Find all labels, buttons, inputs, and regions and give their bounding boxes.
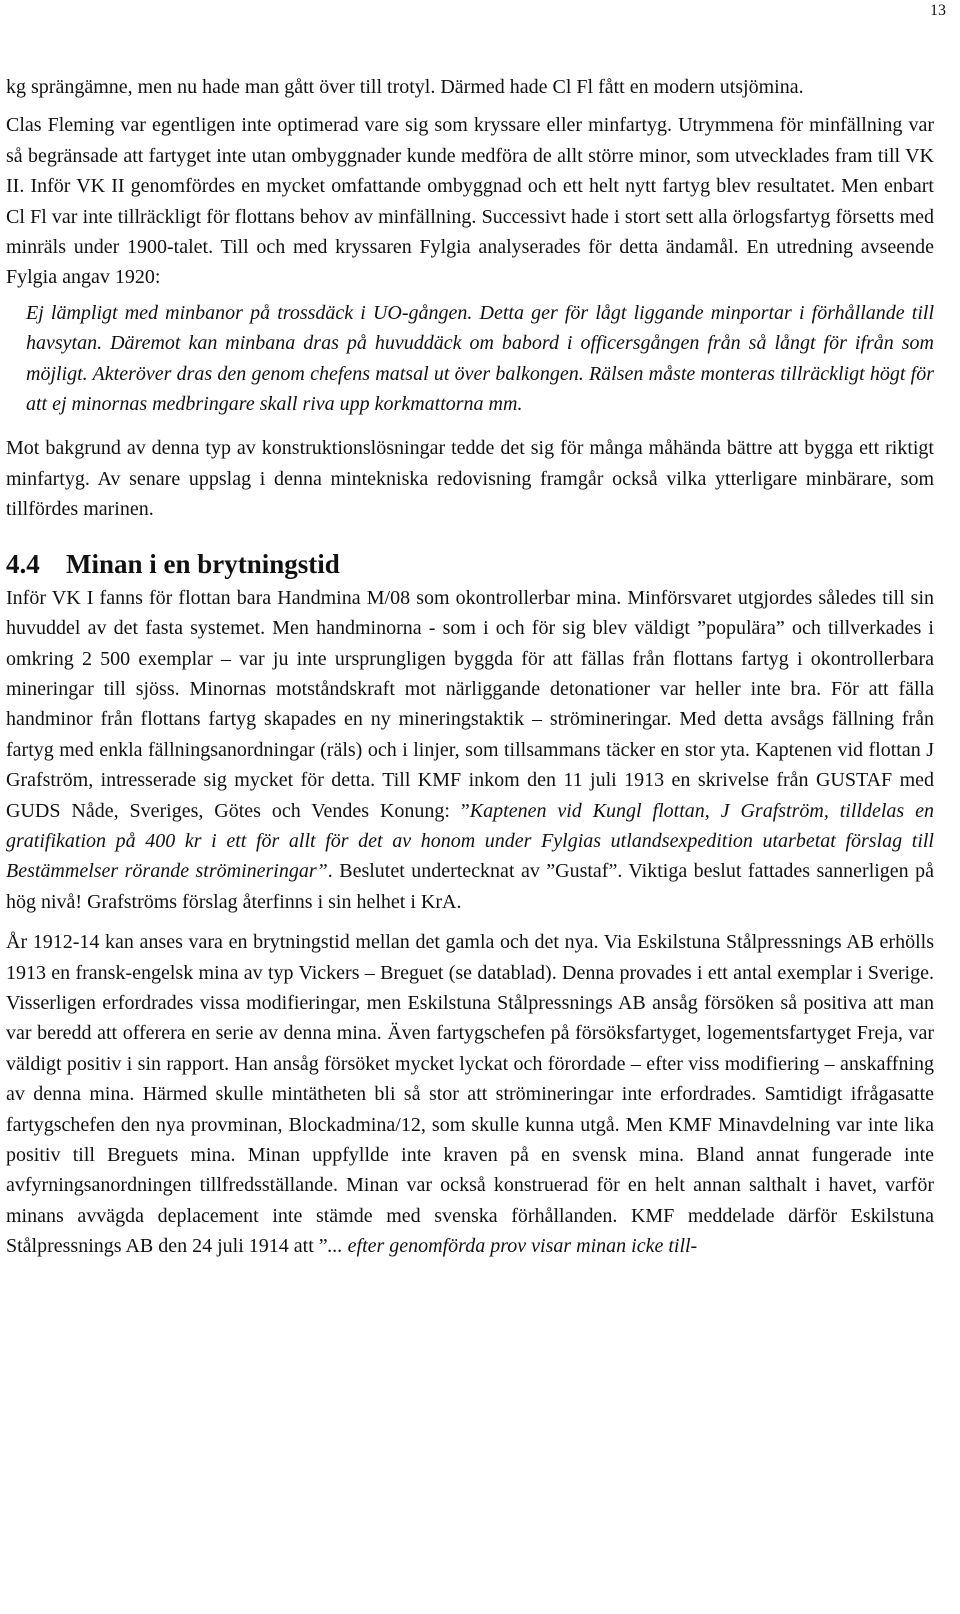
paragraph-clas-fleming: Clas Fleming var egentligen inte optimerad vare sig som kryssare eller minfartyg. Utrymmena för minfällning var så begränsade att fartyget inte utan ombyggnader kunde medföra de allt större minor, som utvecklades fram till VK II. Inför VK II genomfördes en mycket omfattande ombyggnad och ett helt nytt fartyg blev resultatet. Men enbart Cl Fl var inte tillräckligt för flottans behov av minfällning. Successivt hade i stort sett alla örlogsfartyg försetts med minräls under 1900-talet. Till och med kryssaren Fylgia analyserades för detta ändamål. En utredning avseende Fylgia angav 1920: <box>6 114 934 289</box>
paragraph-brytningstid <box>6 927 934 1261</box>
paragraph-infor-vk-i <box>6 583 934 917</box>
ar-quote: ... efter genomförda prov visar minan icke till- <box>327 1235 698 1258</box>
paragraph-trotyl: kg sprängämne, men nu hade man gått över till trotyl. Därmed hade Cl Fl fått en modern utsjömina. <box>6 76 804 98</box>
document-body <box>6 72 934 1262</box>
section-number: 4.4 <box>6 548 40 579</box>
section-title: Minan i en brytningstid <box>66 548 340 579</box>
infor-quote: Kaptenen vid Kungl flottan, J Grafström, tilldelas en gratifikation på 400 kr i ett för allt för det av honom under Fylgias utlandsexpedition utarbetat förslag till Bestämmelser rörande strömineringar” <box>6 799 934 883</box>
section-heading <box>6 547 934 581</box>
ar-text: År 1912-14 kan anses vara en brytningstid mellan det gamla och det nya. Via Eskilstuna Stålpressnings AB erhölls 1913 en fransk-engelsk mina av typ Vickers – Breguet (se datablad). Denna provades i ett antal exemplar i Sverige. Visserligen erfordrades vissa modifieringar, men Eskilstuna Stålpressnings AB ansåg försöken så positiva att man var beredd att offerera en serie av denna mina. Även fartygschefen på försöksfartyget, logementsfartyget Freja, var väldigt positiv i sin rapport. Han ansåg försöket mycket lyckat och förordade – efter viss modifiering – anskaffning av denna mina. Härmed skulle mintätheten bli så stor att strömineringar inte erfordrades. Samtidigt ifrågasatte fartygschefen den nya provminan, Blockadmina/12, som skulle kunna utgå. Men KMF Minavdelning var inte lika positiv till Breguets mina. Minan uppfyllde inte kraven på en svensk mina. Bland annat fungerade inte avfyrningsanordningen tillfredsställande. Minan var också konstruerad för en helt annan salthalt i havet, varför minans avvägda deplacement inte stämde med svenska förhållanden. KMF meddelade därför Eskilstuna Stålpressnings AB den 24 juli 1914 att ” <box>6 931 934 1258</box>
page-number: 13 <box>930 2 946 19</box>
paragraph-konstruktion: Mot bakgrund av denna typ av konstruktionslösningar tedde det sig för många måhända bättre att bygga ett riktigt minfartyg. Av senare uppslag i denna mintekniska redovisning framgår också vilka ytterligare minbärare, som tillfördes marinen. <box>6 437 934 521</box>
infor-text-1: Inför VK I fanns för flottan bara Handmina M/08 som okontrollerbar mina. Minförsvaret utgjordes således till sin huvuddel av det fasta systemet. Men handminorna - som i och för sig blev väldigt ”populära” och tillverkades i omkring 2 500 exemplar – var ju inte ursprungligen byggda för att fällas från flottans fartyg i okontrollerbara mineringar till sjöss. Minornas motståndskraft mot närliggande detonationer var heller inte bra. För att fälla handminor från flottans fartyg skapades en ny mineringstaktik – strömineringar. Med detta avsågs fällning från fartyg med enkla fällningsanordningar (räls) och i linjer, som tillsammans täcker en stor yta. Kaptenen vid flottan J Grafström, intresserade sig mycket för detta. Till KMF inkom den 11 juli 1913 en skrivelse från GUSTAF med GUDS Nåde, Sveriges, Götes och Vendes Konung: ” <box>6 586 934 822</box>
quote-fylgia: Ej lämpligt med minbanor på trossdäck i UO-gången. Detta ger för lågt liggande minportar i förhållande till havsytan. Däremot kan minbana dras på huvuddäck om babord i officersgången från så långt för ifrån som möjligt. Akteröver dras den genom chefens matsal ut över balkongen. Rälsen måste monteras tillräckligt högt för att ej minornas medbringare skall riva upp korkmattorna mm. <box>26 301 934 416</box>
infor-text-2: . Beslutet undertecknat av ”Gustaf”. Viktiga beslut fattades sannerligen på hög nivå! Grafströms förslag återfinns i sin helhet i KrA. <box>6 860 935 913</box>
